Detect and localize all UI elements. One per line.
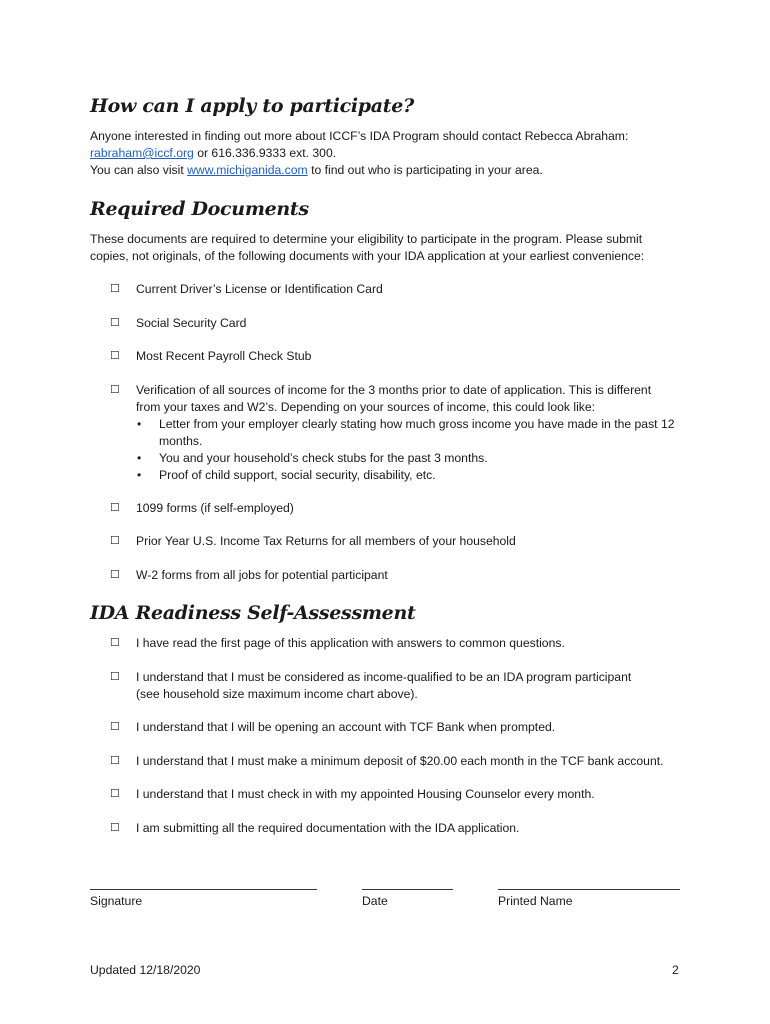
website-link[interactable]: www.michiganida.com [187, 163, 308, 177]
apply-participating-text: to find out who is participating in your area. [307, 163, 543, 177]
signature-label: Signature [90, 894, 143, 908]
readiness-heading: IDA Readiness Self-Assessment [90, 602, 416, 624]
required-item-label: 1099 forms (if self-employed) [136, 501, 294, 515]
checkbox-tcf-account[interactable]: ☐ [110, 721, 120, 733]
apply-line-1: Anyone interested in finding out more about ICCF’s IDA Program should contact Rebecca Abraham: [90, 129, 629, 143]
signature-line[interactable] [90, 889, 317, 890]
date-line[interactable] [362, 889, 453, 890]
checkbox-read-first-page[interactable]: ☐ [110, 637, 120, 649]
apply-line-3 [90, 162, 543, 179]
apply-phone-text: or 616.336.9333 ext. 300. [193, 146, 337, 160]
checkbox-social-security[interactable]: ☐ [110, 317, 120, 329]
income-bullet-item: Letter from your employer clearly stating how much gross income you have made in the past 12 [159, 417, 675, 431]
email-link[interactable]: rabraham@iccf.org [90, 146, 194, 160]
income-bullet-item: Proof of child support, social security, disability, etc. [159, 468, 436, 482]
required-documents-heading: Required Documents [90, 198, 309, 220]
required-intro-line-1: These documents are required to determine your eligibility to participate in the program. Please submit [90, 232, 643, 246]
updated-date: Updated 12/18/2020 [90, 963, 201, 977]
readiness-item-label: I understand that I must check in with my appointed Housing Counselor every month. [136, 787, 595, 801]
page-number: 2 [672, 963, 679, 977]
bullet-icon: • [137, 417, 142, 431]
printed-name-line[interactable] [498, 889, 680, 890]
income-bullet-item: You and your household’s check stubs for the past 3 months. [159, 451, 488, 465]
bullet-icon: • [137, 451, 142, 465]
readiness-item-label: I understand that I will be opening an account with TCF Bank when prompted. [136, 720, 556, 734]
readiness-item-label: I understand that I must make a minimum deposit of $20.00 each month in the TCF bank account. [136, 754, 664, 768]
readiness-item-label: I have read the first page of this application with answers to common questions. [136, 636, 565, 650]
checkbox-w2-forms[interactable]: ☐ [110, 569, 120, 581]
checkbox-payroll-stub[interactable]: ☐ [110, 350, 120, 362]
readiness-item-label: I am submitting all the required documentation with the IDA application. [136, 821, 520, 835]
apply-visit-text: You can also visit [90, 163, 188, 177]
required-item-label: Social Security Card [136, 316, 247, 330]
checkbox-1099-forms[interactable]: ☐ [110, 502, 120, 514]
bullet-icon: • [137, 468, 142, 482]
required-item-label: Current Driver’s License or Identification Card [136, 282, 383, 296]
required-item-label: Most Recent Payroll Check Stub [136, 349, 312, 363]
required-item-label: Prior Year U.S. Income Tax Returns for all members of your household [136, 534, 516, 548]
readiness-item-label: I understand that I must be considered as income-qualified to be an IDA program participant [136, 670, 632, 684]
checkbox-tax-returns[interactable]: ☐ [110, 535, 120, 547]
readiness-item-label-continued: (see household size maximum income chart above). [136, 687, 418, 701]
apply-heading: How can I apply to participate? [90, 95, 414, 117]
checkbox-income-qualified[interactable]: ☐ [110, 671, 120, 683]
required-item-label: Verification of all sources of income for the 3 months prior to date of application. This is different [136, 383, 652, 397]
required-item-label: W-2 forms from all jobs for potential participant [136, 568, 388, 582]
checkbox-income-verification[interactable]: ☐ [110, 384, 120, 396]
income-bullet-item-continued: months. [159, 434, 203, 448]
checkbox-drivers-license[interactable]: ☐ [110, 283, 120, 295]
printed-name-label: Printed Name [498, 894, 573, 908]
apply-line-2 [90, 145, 336, 162]
required-intro-line-2: copies, not originals, of the following documents with your IDA application at your earliest convenience: [90, 249, 645, 263]
date-label: Date [362, 894, 388, 908]
checkbox-housing-counselor[interactable]: ☐ [110, 788, 120, 800]
checkbox-minimum-deposit[interactable]: ☐ [110, 755, 120, 767]
required-item-label-continued: from your taxes and W2’s. Depending on your sources of income, this could look like: [136, 400, 596, 414]
checkbox-submitting-documents[interactable]: ☐ [110, 822, 120, 834]
